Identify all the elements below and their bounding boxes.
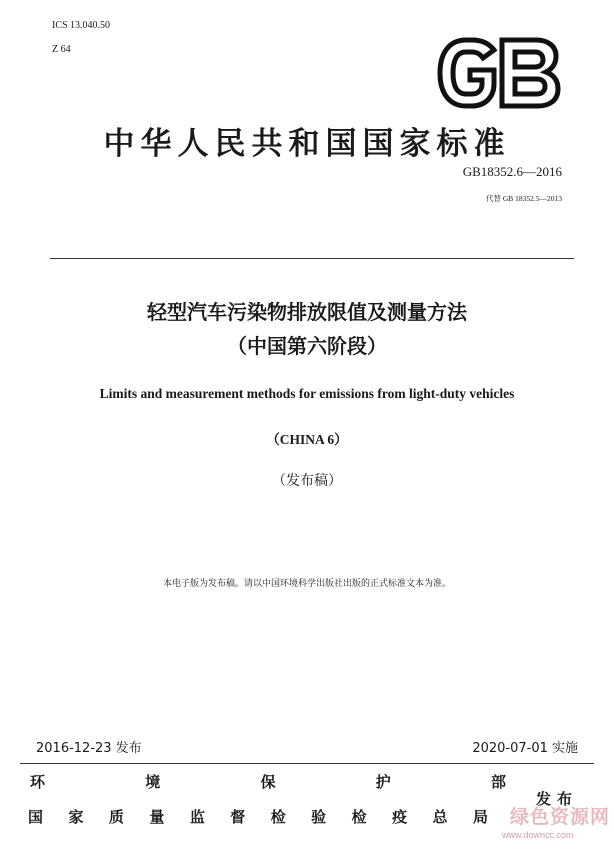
standard-number: GB18352.6—2016 — [462, 164, 562, 179]
cn-title-line-1: 轻型汽车污染物排放限值及测量方法 — [147, 300, 467, 324]
issuer-char: 家 — [68, 808, 84, 826]
issuer-char: 量 — [149, 808, 165, 826]
gb-logo — [436, 36, 562, 110]
issuer-char: 国 — [28, 808, 44, 826]
china6-label: （CHINA 6） — [266, 432, 348, 447]
issuer-char: 质 — [108, 808, 124, 826]
cn-title-line-2: （中国第六阶段） — [227, 334, 387, 358]
issuer-ministry — [30, 771, 506, 792]
gb-logo-g — [440, 40, 494, 106]
watermark-text: 绿色资源网 — [510, 806, 611, 828]
issuer-char: 疫 — [392, 808, 408, 826]
issuer-char: 局 — [472, 808, 488, 826]
gb-logo-b — [502, 40, 558, 106]
draft-label: （发布稿） — [272, 473, 342, 489]
watermark-url: www.downcc.com — [502, 830, 574, 840]
issuer-aqsiq — [28, 806, 488, 827]
issuer-char: 检 — [270, 808, 286, 826]
classification-code: Z 64 — [52, 44, 71, 55]
issuer-char: 检 — [351, 808, 367, 826]
issuer-char: 境 — [145, 773, 161, 791]
standard-title: 中华人民共和国国家标准 — [103, 126, 511, 162]
issuer-char: 部 — [490, 773, 506, 791]
issuer-char: 环 — [30, 773, 46, 791]
en-title: Limits and measurement methods for emissions from light-duty vehicles — [99, 386, 515, 401]
issuer-char: 护 — [375, 773, 391, 791]
divider-bottom — [20, 763, 594, 764]
replaces-note: 代替 GB 18352.5—2013 — [485, 194, 562, 203]
implementation-date: 2020-07-01 实施 — [472, 741, 578, 756]
edition-notice: 本电子版为发布稿。请以中国环境科学出版社出版的正式标准文本为准。 — [162, 579, 451, 589]
ics-code: ICS 13.040.50 — [52, 20, 111, 31]
issue-date: 2016-12-23 发布 — [36, 741, 142, 756]
publish-label: 发布 — [536, 790, 579, 808]
issuer-char: 验 — [311, 808, 327, 826]
issuer-char: 监 — [189, 808, 205, 826]
divider-top — [50, 258, 574, 259]
issuer-char: 保 — [260, 773, 276, 791]
issuer-char: 总 — [432, 808, 448, 826]
issuer-char: 督 — [230, 808, 246, 826]
